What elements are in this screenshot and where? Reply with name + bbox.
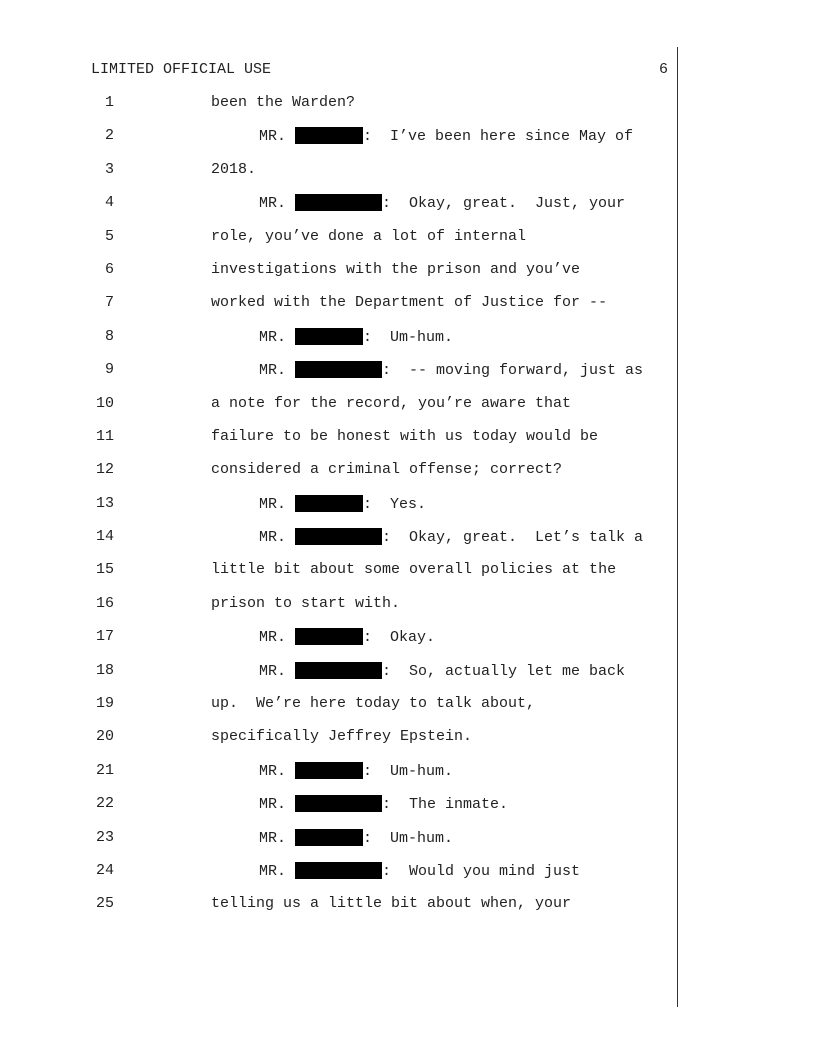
line-number: 21 (96, 761, 115, 779)
transcript-line (0, 294, 816, 327)
speech-text: : Would you mind just (382, 862, 581, 880)
transcript-line (0, 728, 816, 761)
line-number: 14 (96, 528, 115, 546)
line-number: 17 (96, 628, 115, 646)
transcript-line (0, 528, 816, 561)
speaker-prefix: MR. (259, 762, 296, 780)
line-number: 3 (104, 160, 114, 178)
line-number: 18 (96, 661, 115, 679)
redaction-bar (295, 862, 382, 879)
speech-text: : Yes. (363, 495, 427, 513)
speaker-line-text (259, 862, 580, 881)
line-text: little bit about some overall policies at the (211, 561, 617, 579)
transcript-lines (0, 94, 816, 929)
line-text: investigations with the prison and you’ve (211, 260, 581, 278)
line-number: 5 (104, 227, 114, 245)
line-number: 15 (96, 561, 115, 579)
speech-text: : Um-hum. (363, 829, 454, 847)
line-number: 25 (96, 895, 115, 913)
line-number: 7 (104, 294, 114, 312)
transcript-line (0, 595, 816, 628)
speaker-line-text (259, 328, 453, 347)
speaker-line-text (259, 127, 633, 146)
line-text: failure to be honest with us today would be (211, 427, 599, 445)
redaction-bar (295, 795, 382, 812)
line-text: worked with the Department of Justice for -- (211, 294, 608, 312)
line-number: 1 (104, 94, 114, 111)
redaction-bar (295, 328, 363, 345)
speaker-line-text (259, 829, 453, 848)
redaction-bar (295, 127, 363, 144)
speech-text: : Okay, great. Let’s talk a (382, 529, 644, 547)
line-number: 10 (96, 394, 115, 412)
speaker-prefix: MR. (259, 629, 296, 647)
line-text: specifically Jeffrey Epstein. (211, 728, 473, 746)
speaker-line-text (259, 628, 435, 647)
speaker-prefix: MR. (259, 829, 296, 847)
speech-text: : I’ve been here since May of (363, 128, 634, 146)
line-number: 11 (96, 427, 115, 445)
speaker-prefix: MR. (259, 128, 296, 146)
redaction-bar (295, 829, 363, 846)
transcript-line (0, 662, 816, 695)
speech-text: : So, actually let me back (382, 662, 626, 680)
redaction-bar (295, 361, 382, 378)
page-number: 6 (658, 61, 668, 78)
line-number: 12 (96, 461, 115, 479)
speaker-line-text (259, 361, 643, 380)
speech-text: : Okay, great. Just, your (382, 195, 626, 213)
speech-text: : Okay. (363, 629, 436, 647)
transcript-line (0, 261, 816, 294)
line-text: up. We’re here today to talk about, (211, 695, 536, 713)
transcript-line (0, 127, 816, 160)
speaker-line-text (259, 662, 625, 681)
line-number: 20 (96, 728, 115, 746)
speaker-prefix: MR. (259, 662, 296, 680)
speaker-line-text (259, 495, 426, 514)
speaker-prefix: MR. (259, 529, 296, 547)
transcript-line (0, 194, 816, 227)
transcript-line (0, 495, 816, 528)
line-text: role, you’ve done a lot of internal (211, 227, 527, 245)
line-number: 13 (96, 494, 115, 512)
transcript-line (0, 762, 816, 795)
line-text: telling us a little bit about when, your (211, 895, 572, 913)
transcript-line (0, 228, 816, 261)
transcript-line (0, 428, 816, 461)
redaction-bar (295, 528, 382, 545)
transcript-line (0, 561, 816, 594)
redaction-bar (295, 495, 363, 512)
line-number: 22 (96, 795, 115, 813)
transcript-line (0, 895, 816, 928)
line-number: 4 (104, 194, 114, 212)
transcript-line (0, 395, 816, 428)
redaction-bar (295, 194, 382, 211)
speaker-prefix: MR. (259, 796, 296, 814)
speaker-prefix: MR. (259, 328, 296, 346)
speech-text: : Um-hum. (363, 762, 454, 780)
redaction-bar (295, 628, 363, 645)
transcript-line (0, 361, 816, 394)
speaker-prefix: MR. (259, 495, 296, 513)
speaker-line-text (259, 528, 643, 547)
speech-text: : The inmate. (382, 796, 509, 814)
speaker-prefix: MR. (259, 862, 296, 880)
line-text: a note for the record, you’re aware that (211, 394, 572, 412)
transcript-line (0, 695, 816, 728)
transcript-line (0, 328, 816, 361)
line-number: 23 (96, 828, 115, 846)
line-number: 8 (104, 327, 114, 345)
line-text: considered a criminal offense; correct? (211, 461, 563, 479)
line-number: 16 (96, 594, 115, 612)
line-text: 2018. (211, 160, 257, 178)
redaction-bar (295, 762, 363, 779)
transcript-line (0, 461, 816, 494)
line-number: 19 (96, 695, 115, 713)
speaker-line-text (259, 194, 625, 213)
speaker-line-text (259, 795, 508, 814)
line-number: 9 (104, 361, 114, 379)
line-text: been the Warden? (211, 94, 356, 111)
speech-text: : Um-hum. (363, 328, 454, 346)
redaction-bar (295, 662, 382, 679)
speech-text: : -- moving forward, just as (382, 362, 644, 380)
transcript-line (0, 94, 816, 127)
line-number: 6 (104, 260, 114, 278)
line-number: 2 (104, 127, 114, 145)
transcript-line (0, 795, 816, 828)
speaker-prefix: MR. (259, 362, 296, 380)
page-header-classification: LIMITED OFFICIAL USE (91, 61, 272, 78)
transcript-line (0, 628, 816, 661)
speaker-line-text (259, 762, 453, 781)
transcript-line (0, 829, 816, 862)
line-number: 24 (96, 861, 115, 879)
transcript-line (0, 161, 816, 194)
transcript-line (0, 862, 816, 895)
line-text: prison to start with. (211, 594, 401, 612)
speaker-prefix: MR. (259, 195, 296, 213)
